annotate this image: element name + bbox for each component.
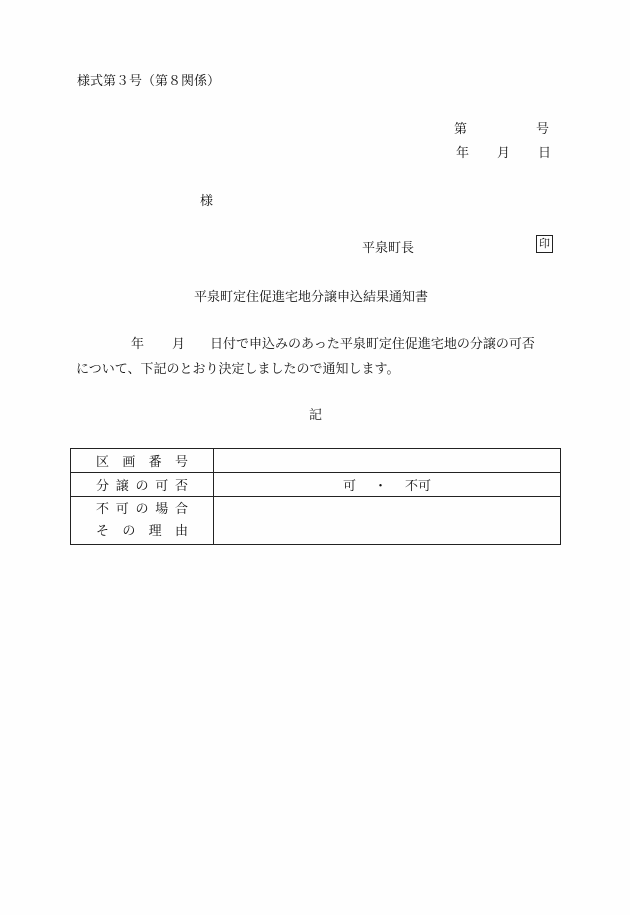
result-table — [70, 448, 561, 545]
date-year: 年 — [456, 146, 470, 161]
label-rejection-reason-line1 — [96, 499, 188, 521]
issuer-name: 平泉町長 — [362, 241, 415, 256]
body-month: 月 — [172, 337, 186, 352]
document-number-suffix: 号 — [536, 122, 550, 137]
label-char: 否 — [174, 479, 188, 494]
seal-mark: 印 — [536, 235, 553, 253]
label-rejection-reason-line2 — [96, 521, 188, 543]
value-lot-number — [214, 449, 561, 473]
value-approval — [214, 473, 561, 497]
label-char: 由 — [174, 523, 188, 539]
label-char: 区 — [96, 455, 110, 470]
label-char: 可 — [155, 479, 169, 494]
label-lot-number-chars — [96, 451, 188, 470]
date-day: 日 — [538, 146, 552, 161]
label-char: 譲 — [115, 479, 129, 494]
label-char: の — [122, 523, 136, 539]
label-char: 画 — [122, 455, 136, 470]
body-line-2: について、下記のとおり決定しましたので通知します。 — [76, 362, 400, 377]
table-row — [71, 497, 561, 545]
label-approval — [71, 473, 214, 497]
label-char: 理 — [148, 523, 162, 539]
label-rejection-reason — [71, 497, 214, 545]
approval-separator: ・ — [373, 479, 387, 494]
label-char: 番 — [148, 455, 162, 470]
label-approval-chars — [96, 475, 188, 494]
approval-option-no: 不可 — [405, 479, 432, 494]
label-char: 可 — [115, 501, 129, 517]
table-row — [71, 449, 561, 473]
label-char: の — [135, 479, 149, 494]
label-char: 分 — [96, 479, 110, 494]
form-number: 様式第３号（第８関係） — [77, 74, 221, 89]
body-line-1-text: 日付で申込みのあった平泉町定住促進宅地の分譲の可否 — [210, 337, 535, 352]
document-number-prefix: 第 — [454, 122, 468, 137]
body-line-1 — [131, 333, 535, 352]
recipient-honorific: 様 — [200, 194, 214, 209]
label-lot-number — [71, 449, 214, 473]
label-char: そ — [96, 523, 110, 539]
label-char: 合 — [174, 501, 188, 517]
approval-option-yes: 可 — [342, 479, 356, 494]
table-row — [71, 473, 561, 497]
value-rejection-reason — [214, 497, 561, 545]
document-title: 平泉町定住促進宅地分譲申込結果通知書 — [194, 290, 429, 305]
ki-heading: 記 — [309, 408, 323, 423]
label-char: 場 — [155, 501, 169, 517]
body-year: 年 — [131, 337, 145, 352]
date-month: 月 — [497, 146, 511, 161]
label-char: 不 — [96, 501, 110, 517]
label-char: の — [135, 501, 149, 517]
label-char: 号 — [174, 455, 188, 470]
